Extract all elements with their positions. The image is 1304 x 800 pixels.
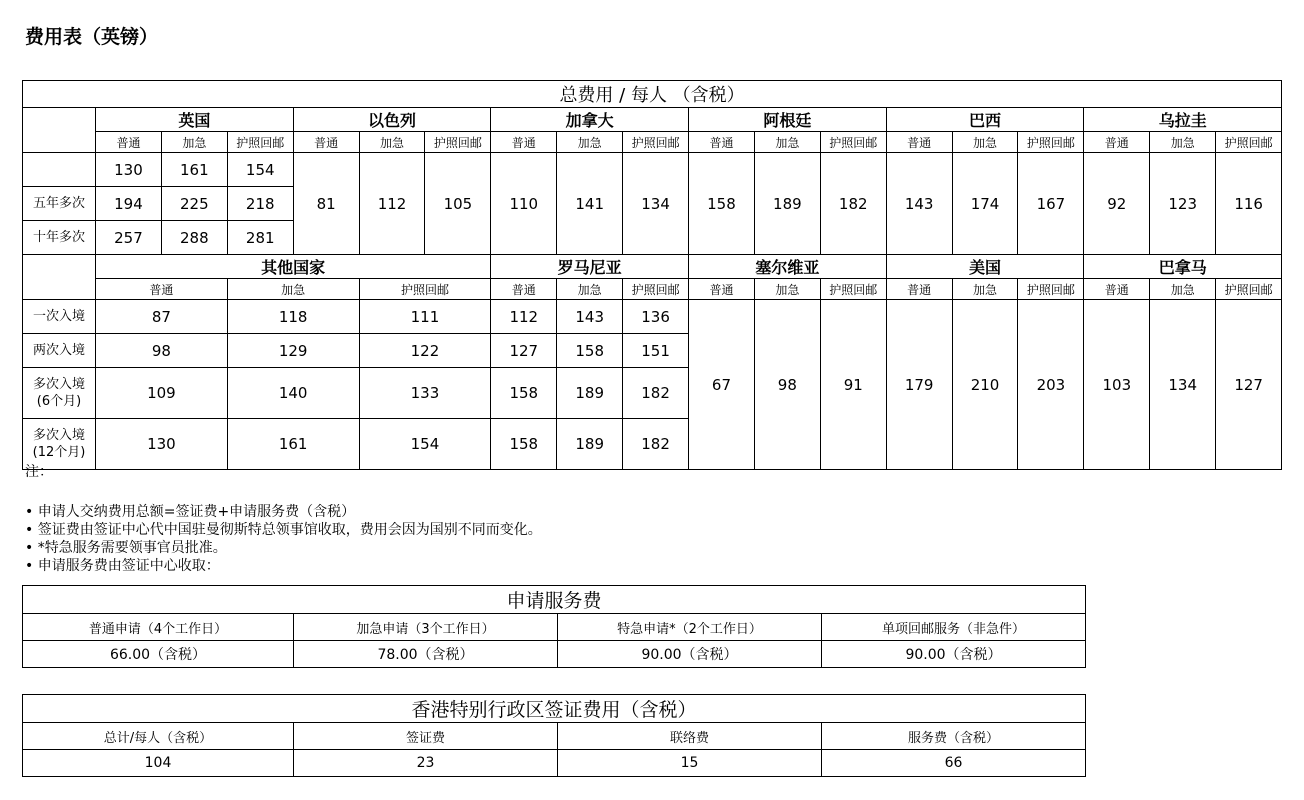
- service-fee-column: 特急申请*（2个工作日）: [558, 614, 822, 641]
- country-header: 加拿大: [491, 108, 689, 132]
- fee-value: 98: [96, 334, 228, 368]
- service-type-header: 普通: [886, 279, 952, 300]
- service-type-header: 护照回邮: [1216, 279, 1282, 300]
- service-fee-value: 90.00（含税）: [558, 641, 822, 668]
- service-type-header: 护照回邮: [359, 279, 491, 300]
- fee-value: 210: [952, 300, 1018, 470]
- service-type-header: 护照回邮: [1018, 279, 1084, 300]
- fee-value: 158: [491, 419, 557, 470]
- fee-value: 109: [96, 368, 228, 419]
- service-type-header: 护照回邮: [425, 132, 491, 153]
- fee-value: 136: [623, 300, 689, 334]
- fee-value: 158: [689, 153, 755, 255]
- service-type-header: 普通: [689, 132, 755, 153]
- fee-value: 127: [491, 334, 557, 368]
- fee-value: 189: [754, 153, 820, 255]
- fee-value: 194: [96, 187, 162, 221]
- row-label: 多次入境 (6个月): [23, 368, 96, 419]
- fee-value: 257: [96, 221, 162, 255]
- fee-value: 87: [96, 300, 228, 334]
- fee-value: 161: [227, 419, 359, 470]
- country-header: 英国: [96, 108, 294, 132]
- row-label: 多次入境 (12个月): [23, 419, 96, 470]
- notes-list: [25, 503, 542, 575]
- service-type-header: 加急: [557, 132, 623, 153]
- service-type-header: 加急: [754, 132, 820, 153]
- country-header: 罗马尼亚: [491, 255, 689, 279]
- fee-value: 288: [161, 221, 227, 255]
- fee-value: 111: [359, 300, 491, 334]
- fee-value: 123: [1150, 153, 1216, 255]
- row-label: 两次入境: [23, 334, 96, 368]
- service-fee-table: [22, 585, 1086, 668]
- service-type-header: 加急: [557, 279, 623, 300]
- page-title: 费用表（英镑）: [25, 26, 159, 48]
- service-type-header: 护照回邮: [623, 279, 689, 300]
- row-label: 五年多次: [23, 187, 96, 221]
- fee-value: 130: [96, 153, 162, 187]
- fee-value: 182: [820, 153, 886, 255]
- fee-value: 67: [689, 300, 755, 470]
- fee-value: 81: [293, 153, 359, 255]
- country-header: 巴拿马: [1084, 255, 1282, 279]
- fee-value: 174: [952, 153, 1018, 255]
- hk-fee-column: 联络费: [558, 723, 822, 750]
- service-fee-column: 普通申请（4个工作日）: [23, 614, 294, 641]
- hk-fee-value: 15: [558, 750, 822, 777]
- fee-value: 225: [161, 187, 227, 221]
- country-header: 巴西: [886, 108, 1084, 132]
- service-fee-column: 加急申请（3个工作日）: [294, 614, 558, 641]
- fee-value: 143: [886, 153, 952, 255]
- fee-value: 112: [359, 153, 425, 255]
- fee-value: 203: [1018, 300, 1084, 470]
- hk-fee-header: 香港特别行政区签证费用（含税）: [23, 695, 1086, 723]
- fee-value: 105: [425, 153, 491, 255]
- note-item: • 申请服务费由签证中心收取：: [25, 558, 220, 574]
- service-type-header: 护照回邮: [1018, 132, 1084, 153]
- fee-value: 103: [1084, 300, 1150, 470]
- row-label: 十年多次: [23, 221, 96, 255]
- service-type-header: 普通: [1084, 132, 1150, 153]
- fee-value: 182: [623, 368, 689, 419]
- fee-value: 116: [1216, 153, 1282, 255]
- note-item: • *特急服务需要领事官员批准。: [25, 540, 227, 556]
- service-type-header: 护照回邮: [227, 132, 293, 153]
- service-type-header: 加急: [952, 132, 1018, 153]
- service-type-header: 加急: [754, 279, 820, 300]
- service-type-header: 护照回邮: [623, 132, 689, 153]
- fee-value: 158: [491, 368, 557, 419]
- blank-corner-cell: [23, 108, 96, 132]
- fee-value: 189: [557, 419, 623, 470]
- fee-value: 98: [754, 300, 820, 470]
- fee-value: 127: [1216, 300, 1282, 470]
- service-type-header: 护照回邮: [820, 132, 886, 153]
- service-fee-column: 单项回邮服务（非急件）: [822, 614, 1086, 641]
- country-header: 美国: [886, 255, 1084, 279]
- service-type-header: 普通: [689, 279, 755, 300]
- fee-value: 218: [227, 187, 293, 221]
- blank-label-cell: [23, 132, 96, 153]
- hk-fee-value: 104: [23, 750, 294, 777]
- fee-value: 134: [1150, 300, 1216, 470]
- row-label: [23, 153, 96, 187]
- hk-fee-column: 服务费（含税）: [822, 723, 1086, 750]
- service-fee-value: 90.00（含税）: [822, 641, 1086, 668]
- fee-value: 167: [1018, 153, 1084, 255]
- fee-value: 92: [1084, 153, 1150, 255]
- fee-value: 112: [491, 300, 557, 334]
- fee-value: 130: [96, 419, 228, 470]
- fee-value: 140: [227, 368, 359, 419]
- service-fee-value: 78.00（含税）: [294, 641, 558, 668]
- fee-value: 118: [227, 300, 359, 334]
- service-type-header: 普通: [886, 132, 952, 153]
- row-label: 一次入境: [23, 300, 96, 334]
- service-type-header: 加急: [359, 132, 425, 153]
- blank-label-cell: [23, 279, 96, 300]
- country-header: 乌拉圭: [1084, 108, 1282, 132]
- fee-value: 134: [623, 153, 689, 255]
- fee-value: 129: [227, 334, 359, 368]
- total-fee-table: [22, 80, 1282, 470]
- fee-value: 133: [359, 368, 491, 419]
- fee-value: 158: [557, 334, 623, 368]
- main-table-header: 总费用 / 每人 （含税）: [23, 81, 1282, 108]
- service-type-header: 普通: [491, 279, 557, 300]
- note-item: • 签证费由签证中心代中国驻曼彻斯特总领事馆收取，费用会因为国别不同而变化。: [25, 522, 542, 538]
- fee-value: 91: [820, 300, 886, 470]
- notes-label: 注：: [25, 464, 53, 480]
- service-type-header: 护照回邮: [1216, 132, 1282, 153]
- service-type-header: 加急: [1150, 132, 1216, 153]
- note-item: • 申请人交纳费用总额=签证费+申请服务费（含税）: [25, 504, 356, 520]
- fee-value: 122: [359, 334, 491, 368]
- service-type-header: 加急: [1150, 279, 1216, 300]
- hk-fee-column: 总计/每人（含税）: [23, 723, 294, 750]
- fee-value: 141: [557, 153, 623, 255]
- service-type-header: 普通: [96, 279, 228, 300]
- hk-fee-table: [22, 694, 1086, 777]
- service-type-header: 护照回邮: [820, 279, 886, 300]
- service-type-header: 普通: [293, 132, 359, 153]
- hk-fee-value: 23: [294, 750, 558, 777]
- service-type-header: 普通: [491, 132, 557, 153]
- fee-value: 143: [557, 300, 623, 334]
- service-type-header: 加急: [952, 279, 1018, 300]
- fee-value: 154: [227, 153, 293, 187]
- fee-value: 110: [491, 153, 557, 255]
- country-header: 阿根廷: [689, 108, 887, 132]
- fee-value: 189: [557, 368, 623, 419]
- hk-fee-column: 签证费: [294, 723, 558, 750]
- service-type-header: 普通: [96, 132, 162, 153]
- country-header: 塞尔维亚: [689, 255, 887, 279]
- service-fee-header: 申请服务费: [23, 586, 1086, 614]
- blank-corner-cell: [23, 255, 96, 279]
- fee-value: 182: [623, 419, 689, 470]
- service-fee-value: 66.00（含税）: [23, 641, 294, 668]
- fee-value: 161: [161, 153, 227, 187]
- service-type-header: 加急: [161, 132, 227, 153]
- service-type-header: 加急: [227, 279, 359, 300]
- service-type-header: 普通: [1084, 279, 1150, 300]
- country-header: 以色列: [293, 108, 491, 132]
- fee-value: 281: [227, 221, 293, 255]
- hk-fee-value: 66: [822, 750, 1086, 777]
- fee-value: 154: [359, 419, 491, 470]
- fee-value: 151: [623, 334, 689, 368]
- country-header: 其他国家: [96, 255, 491, 279]
- fee-value: 179: [886, 300, 952, 470]
